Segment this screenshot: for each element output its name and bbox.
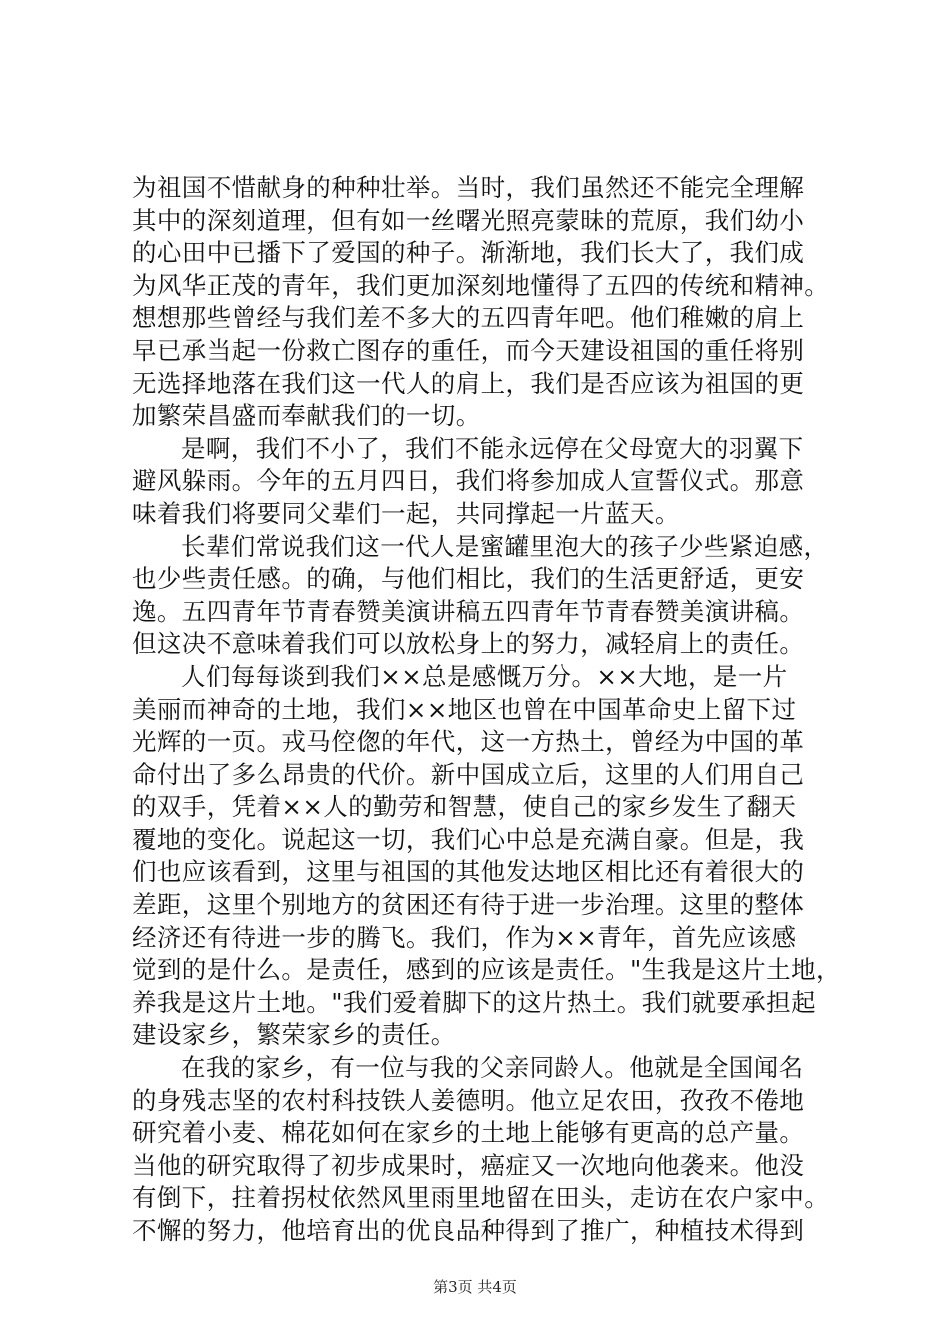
text-line: 想想那些曾经与我们差不多大的五四青年吧。他们稚嫩的肩上 bbox=[132, 303, 805, 333]
text-line: 的身残志坚的农村科技铁人姜德明。他立足农田，孜孜不倦地 bbox=[132, 1085, 805, 1115]
text-line: 的双手，凭着××人的勤劳和智慧，使自己的家乡发生了翻天 bbox=[132, 792, 797, 822]
text-line: 为祖国不惜献身的种种壮举。当时，我们虽然还不能完全理解 bbox=[132, 173, 805, 202]
text-line: 其中的深刻道理，但有如一丝曙光照亮蒙昧的荒原，我们幼小 bbox=[132, 205, 805, 235]
text-line: 养我是这片土地。"我们爱着脚下的这片热土。我们就要承担起 bbox=[132, 987, 816, 1017]
text-line: 覆地的变化。说起这一切，我们心中总是充满自豪。但是，我 bbox=[132, 824, 805, 854]
text-line: 也少些责任感。的确，与他们相比，我们的生活更舒适，更安 bbox=[132, 564, 805, 594]
text-line: 们也应该看到，这里与祖国的其他发达地区相比还有着很大的 bbox=[132, 857, 805, 887]
text-line: 经济还有待进一步的腾飞。我们，作为××青年，首先应该感 bbox=[132, 922, 797, 952]
text-line: 差距，这里个别地方的贫困还有待于进一步治理。这里的整体 bbox=[132, 890, 805, 920]
text-line: 无选择地落在我们这一代人的肩上，我们是否应该为祖国的更 bbox=[132, 368, 805, 398]
text-line: 美丽而神奇的土地，我们××地区也曾在中国革命史上留下过 bbox=[132, 694, 797, 724]
text-line: 加繁荣昌盛而奉献我们的一切。 bbox=[132, 401, 481, 431]
paragraph-first-line: 是啊，我们不小了，我们不能永远停在父母宽大的羽翼下 bbox=[181, 433, 804, 463]
text-line: 早已承当起一份救亡图存的重任，而今天建设祖国的重任将别 bbox=[132, 335, 805, 365]
text-line: 研究着小麦、棉花如何在家乡的土地上能够有更高的总产量。 bbox=[132, 1118, 805, 1148]
paragraph-first-line: 长辈们常说我们这一代人是蜜罐里泡大的孩子少些紧迫感， bbox=[181, 531, 829, 561]
text-line: 光辉的一页。戎马倥偬的年代，这一方热土，曾经为中国的革 bbox=[132, 727, 805, 757]
text-line: 建设家乡，繁荣家乡的责任。 bbox=[132, 1020, 456, 1050]
page-footer: 第3页 共4页 bbox=[433, 1278, 517, 1296]
paragraph-first-line: 人们每每谈到我们××总是感慨万分。××大地，是一片 bbox=[181, 661, 788, 691]
text-line: 当他的研究取得了初步成果时，癌症又一次地向他袭来。他没 bbox=[132, 1150, 805, 1180]
text-line: 但这决不意味着我们可以放松身上的努力，减轻肩上的责任。 bbox=[132, 629, 805, 659]
text-line: 避风躲雨。今年的五月四日，我们将参加成人宣誓仪式。那意 bbox=[132, 466, 805, 496]
body-text bbox=[132, 172, 841, 1248]
text-line: 命付出了多么昂贵的代价。新中国成立后，这里的人们用自己 bbox=[132, 759, 805, 789]
text-line: 味着我们将要同父辈们一起，共同撑起一片蓝天。 bbox=[132, 498, 680, 528]
text-line: 逸。五四青年节青春赞美演讲稿五四青年节青春赞美演讲稿。 bbox=[132, 596, 805, 626]
paragraph-first-line: 在我的家乡，有一位与我的父亲同龄人。他就是全国闻名 bbox=[181, 1053, 804, 1083]
text-line: 有倒下，拄着拐杖依然风里雨里地留在田头，走访在农户家中。 bbox=[132, 1183, 830, 1213]
text-line: 的心田中已播下了爱国的种子。渐渐地，我们长大了，我们成 bbox=[132, 238, 805, 268]
text-line: 不懈的努力，他培育出的优良品种得到了推广，种植技术得到 bbox=[132, 1216, 805, 1245]
text-line: 为风华正茂的青年，我们更加深刻地懂得了五四的传统和精神。 bbox=[132, 270, 830, 300]
text-line: 觉到的是什么。是责任，感到的应该是责任。"生我是这片土地， bbox=[132, 955, 841, 985]
